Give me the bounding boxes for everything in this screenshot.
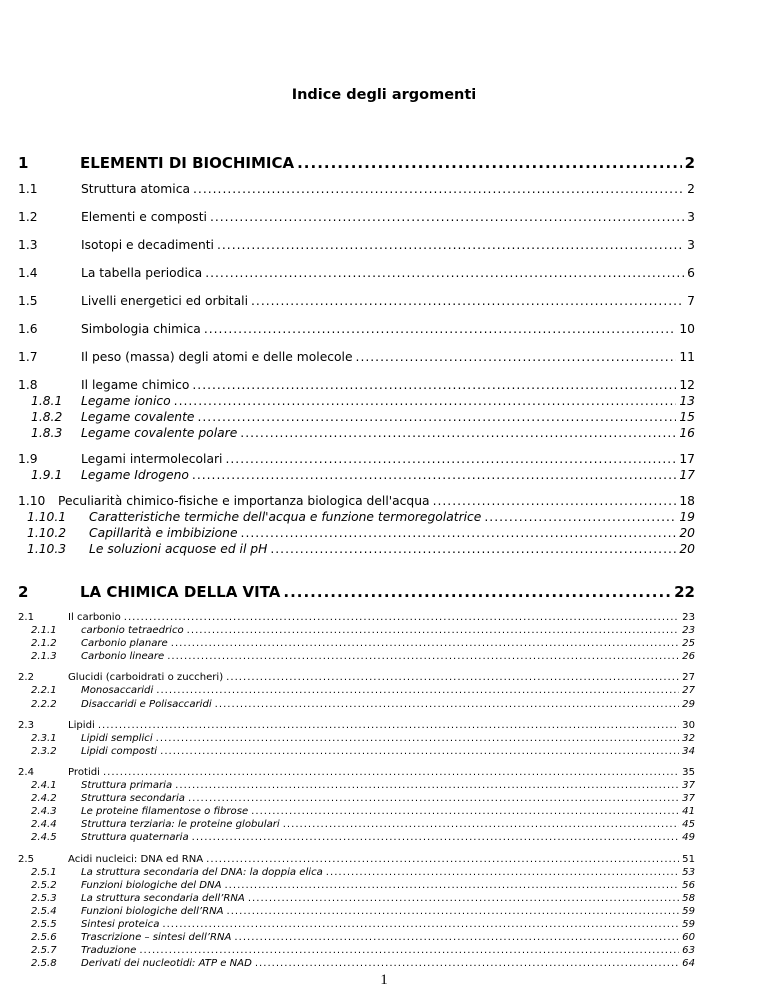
entry-page: 41 <box>682 806 695 817</box>
entry-number: 1.7 <box>18 350 38 364</box>
entry-page: 59 <box>682 919 695 930</box>
entry-page: 51 <box>682 854 695 865</box>
toc-entry[interactable] <box>18 854 695 865</box>
entry-number: 2.1.1 <box>31 625 57 636</box>
toc-chapter-2[interactable] <box>18 583 695 601</box>
dot-leader <box>192 468 676 482</box>
entry-title: Funzioni biologiche dell’RNA <box>81 906 224 917</box>
entry-title: Struttura terziaria: le proteine globulari <box>81 819 280 830</box>
toc-subentry[interactable] <box>18 410 695 424</box>
entry-title: Legame Idrogeno <box>81 468 189 482</box>
dot-leader <box>251 294 684 308</box>
entry-page: 29 <box>682 699 695 710</box>
entry-title: Glucidi (carboidrati o zuccheri) <box>68 672 224 683</box>
dot-leader <box>167 651 679 662</box>
dot-leader <box>156 685 679 696</box>
entry-number: 2.5.7 <box>31 945 57 956</box>
entry-title: Struttura primaria <box>81 780 173 791</box>
dot-leader <box>156 733 680 744</box>
entry-number: 2.4.1 <box>31 780 57 791</box>
entry-title: Caratteristiche termiche dell'acqua e funzione termoregolatrice <box>89 510 482 524</box>
entry-page: 53 <box>682 867 695 878</box>
entry-title: Le proteine filamentose o fibrose <box>81 806 249 817</box>
entry-page: 3 <box>687 238 695 252</box>
entry-page: 34 <box>682 746 695 757</box>
entry-page: 32 <box>682 733 695 744</box>
dot-leader <box>356 350 677 364</box>
dot-leader <box>98 720 679 731</box>
dot-leader <box>240 426 676 440</box>
toc-entry[interactable] <box>18 266 695 280</box>
toc-subentry[interactable] <box>18 919 695 930</box>
dot-leader <box>162 919 679 930</box>
entry-page: 2 <box>687 182 695 196</box>
toc-entry[interactable] <box>18 452 695 466</box>
entry-page: 26 <box>682 651 695 662</box>
entry-title: La tabella periodica <box>81 266 203 280</box>
toc-subentry[interactable] <box>18 806 695 817</box>
entry-page: 37 <box>682 780 695 791</box>
toc-entry[interactable] <box>18 672 695 683</box>
entry-page: 18 <box>679 494 695 508</box>
entry-number: 1.8.1 <box>31 394 63 408</box>
dot-leader <box>283 819 679 830</box>
dot-leader <box>205 266 684 280</box>
dot-leader <box>188 793 679 804</box>
entry-number: 2.4 <box>18 767 35 778</box>
entry-title: Disaccaridi e Polisaccaridi <box>81 699 212 710</box>
entry-page: 16 <box>679 426 695 440</box>
toc-subentry[interactable] <box>18 819 695 830</box>
toc-subentry[interactable] <box>18 880 695 891</box>
entry-title: Peculiarità chimico-fisiche e importanza biologica dell'acqua <box>58 494 430 508</box>
dot-leader <box>251 806 679 817</box>
entry-number: 1.10.1 <box>27 510 67 524</box>
dot-leader <box>192 378 676 392</box>
entry-page: 11 <box>679 350 695 364</box>
entry-title: Carbonio lineare <box>81 651 165 662</box>
entry-title: Il peso (massa) degli atomi e delle molecole <box>81 350 353 364</box>
entry-page: 19 <box>679 510 695 524</box>
entry-number: 2.5 <box>18 854 35 865</box>
entry-number: 1.4 <box>18 266 38 280</box>
entry-page: 27 <box>682 672 695 683</box>
chapter-number: 2 <box>18 583 29 601</box>
toc-subentry[interactable] <box>18 651 695 662</box>
toc-entry[interactable] <box>18 182 695 196</box>
entry-number: 1.10.2 <box>27 526 67 540</box>
toc-entry[interactable] <box>18 322 695 336</box>
dot-leader <box>297 154 681 172</box>
page-title: Indice degli argomenti <box>291 87 477 103</box>
entry-title: Lipidi <box>68 720 95 731</box>
chapter-number: 1 <box>18 154 29 172</box>
entry-title: Legame covalente <box>81 410 195 424</box>
entry-page: 7 <box>687 294 695 308</box>
entry-number: 1.6 <box>18 322 38 336</box>
entry-page: 58 <box>682 893 695 904</box>
entry-page: 59 <box>682 906 695 917</box>
toc-subentry[interactable] <box>18 699 695 710</box>
toc-entry[interactable] <box>18 720 695 731</box>
toc-subentry[interactable] <box>18 793 695 804</box>
toc-entry[interactable] <box>18 612 695 623</box>
entry-number: 2.2.2 <box>31 699 57 710</box>
entry-title: Il carbonio <box>68 612 121 623</box>
dot-leader <box>187 625 680 636</box>
entry-number: 1.9.1 <box>31 468 63 482</box>
entry-title: Capillarità e imbibizione <box>89 526 238 540</box>
entry-title: Lipidi composti <box>81 746 158 757</box>
entry-page: 45 <box>682 819 695 830</box>
dot-leader <box>215 699 680 710</box>
dot-leader <box>103 767 679 778</box>
toc-subentry[interactable] <box>18 426 695 440</box>
entry-number: 2.2.1 <box>31 685 57 696</box>
entry-page: 63 <box>682 945 695 956</box>
entry-title: Struttura atomica <box>81 182 190 196</box>
entry-page: 37 <box>682 793 695 804</box>
toc-subentry[interactable] <box>18 542 695 556</box>
dot-leader <box>241 526 677 540</box>
toc-entry[interactable] <box>18 238 695 252</box>
dot-leader <box>270 542 676 556</box>
toc-subentry[interactable] <box>18 867 695 878</box>
toc-entry[interactable] <box>18 494 695 508</box>
toc-subentry[interactable] <box>18 958 695 969</box>
entry-number: 2.1.3 <box>31 651 57 662</box>
entry-title: Isotopi e decadimenti <box>81 238 214 252</box>
entry-number: 1.9 <box>18 452 38 466</box>
entry-title: Legame covalente polare <box>81 426 238 440</box>
entry-title: Monosaccaridi <box>81 685 154 696</box>
entry-title: Traduzione <box>81 945 137 956</box>
dot-leader <box>234 932 679 943</box>
dot-leader <box>255 958 679 969</box>
toc-subentry[interactable] <box>18 468 695 482</box>
entry-number: 2.4.2 <box>31 793 57 804</box>
toc-entry[interactable] <box>18 378 695 392</box>
dot-leader <box>192 832 680 843</box>
toc-subentry[interactable] <box>18 394 695 408</box>
entry-number: 2.5.8 <box>31 958 57 969</box>
toc-subentry[interactable] <box>18 932 695 943</box>
entry-number: 2.3 <box>18 720 35 731</box>
entry-number: 2.1.2 <box>31 638 57 649</box>
toc-entry[interactable] <box>18 767 695 778</box>
entry-page: 17 <box>679 452 695 466</box>
entry-page: 10 <box>679 322 695 336</box>
dot-leader <box>193 182 684 196</box>
dot-leader <box>283 583 671 601</box>
entry-number: 1.10 <box>18 494 46 508</box>
toc-subentry[interactable] <box>18 832 695 843</box>
toc-subentry[interactable] <box>18 625 695 636</box>
dot-leader <box>217 238 684 252</box>
footer-page-number: 1 <box>380 972 388 988</box>
dot-leader <box>175 780 679 791</box>
entry-number: 2.4.4 <box>31 819 57 830</box>
toc-entry[interactable] <box>18 350 695 364</box>
entry-number: 2.5.5 <box>31 919 57 930</box>
entry-number: 1.8.2 <box>31 410 63 424</box>
toc-entry[interactable] <box>18 294 695 308</box>
entry-page: 56 <box>682 880 695 891</box>
entry-number: 2.4.5 <box>31 832 57 843</box>
dot-leader <box>139 945 679 956</box>
entry-title: Derivati dei nucleotidi: ATP e NAD <box>81 958 252 969</box>
entry-number: 1.1 <box>18 182 38 196</box>
dot-leader <box>484 510 676 524</box>
entry-title: Simbologia chimica <box>81 322 201 336</box>
entry-number: 1.8 <box>18 378 38 392</box>
toc-subentry[interactable] <box>18 733 695 744</box>
chapter-page: 22 <box>674 583 695 601</box>
dot-leader <box>433 494 677 508</box>
entry-number: 2.5.3 <box>31 893 57 904</box>
entry-title: Legami intermolecolari <box>81 452 223 466</box>
entry-number: 2.5.2 <box>31 880 57 891</box>
entry-number: 1.2 <box>18 210 38 224</box>
entry-page: 23 <box>682 612 695 623</box>
entry-title: Struttura quaternaria <box>81 832 189 843</box>
entry-title: Protidi <box>68 767 100 778</box>
toc-entry[interactable] <box>18 210 695 224</box>
entry-page: 20 <box>679 542 695 556</box>
entry-title: Le soluzioni acquose ed il pH <box>89 542 268 556</box>
entry-title: La struttura secondaria dell’RNA <box>81 893 245 904</box>
entry-title: Trascrizione – sintesi dell’RNA <box>81 932 232 943</box>
dot-leader <box>224 880 679 891</box>
toc-subentry[interactable] <box>18 893 695 904</box>
entry-page: 64 <box>682 958 695 969</box>
entry-title: Legame ionico <box>81 394 171 408</box>
chapter-title: ELEMENTI DI BIOCHIMICA <box>80 154 295 172</box>
entry-number: 2.5.4 <box>31 906 57 917</box>
chapter-title: LA CHIMICA DELLA VITA <box>80 583 281 601</box>
dot-leader <box>171 638 679 649</box>
entry-page: 13 <box>679 394 695 408</box>
entry-page: 6 <box>687 266 695 280</box>
entry-page: 25 <box>682 638 695 649</box>
entry-page: 60 <box>682 932 695 943</box>
entry-title: Il legame chimico <box>81 378 190 392</box>
entry-title: Carbonio planare <box>81 638 168 649</box>
entry-title: Funzioni biologiche del DNA <box>81 880 222 891</box>
dot-leader <box>174 394 677 408</box>
toc-subentry[interactable] <box>18 906 695 917</box>
entry-page: 12 <box>679 378 695 392</box>
toc-subentry[interactable] <box>18 780 695 791</box>
entry-page: 3 <box>687 210 695 224</box>
entry-title: Struttura secondaria <box>81 793 185 804</box>
entry-number: 1.8.3 <box>31 426 63 440</box>
dot-leader <box>210 210 684 224</box>
entry-number: 2.2 <box>18 672 35 683</box>
entry-number: 2.3.2 <box>31 746 57 757</box>
toc-subentry[interactable] <box>18 510 695 524</box>
entry-page: 23 <box>682 625 695 636</box>
entry-page: 30 <box>682 720 695 731</box>
entry-title: Livelli energetici ed orbitali <box>81 294 248 308</box>
toc-subentry[interactable] <box>18 638 695 649</box>
dot-leader <box>204 322 677 336</box>
dot-leader <box>226 672 679 683</box>
entry-page: 27 <box>682 685 695 696</box>
dot-leader <box>160 746 679 757</box>
toc-subentry[interactable] <box>18 945 695 956</box>
entry-title: carbonio tetraedrico <box>81 625 184 636</box>
entry-page: 17 <box>679 468 695 482</box>
dot-leader <box>326 867 679 878</box>
entry-number: 2.3.1 <box>31 733 57 744</box>
entry-title: Sintesi proteica <box>81 919 160 930</box>
entry-title: Lipidi semplici <box>81 733 153 744</box>
entry-page: 49 <box>682 832 695 843</box>
entry-title: Elementi e composti <box>81 210 207 224</box>
dot-leader <box>225 452 676 466</box>
entry-number: 2.5.6 <box>31 932 57 943</box>
entry-title: Acidi nucleici: DNA ed RNA <box>68 854 204 865</box>
dot-leader <box>206 854 679 865</box>
entry-page: 35 <box>682 767 695 778</box>
toc-subentry[interactable] <box>18 746 695 757</box>
entry-number: 2.5.1 <box>31 867 57 878</box>
entry-number: 1.10.3 <box>27 542 67 556</box>
dot-leader <box>124 612 679 623</box>
toc-subentry[interactable] <box>18 526 695 540</box>
entry-title: La struttura secondaria del DNA: la doppia elica <box>81 867 323 878</box>
dot-leader <box>248 893 679 904</box>
entry-page: 20 <box>679 526 695 540</box>
toc-chapter-1[interactable] <box>18 154 695 172</box>
dot-leader <box>197 410 676 424</box>
entry-page: 15 <box>679 410 695 424</box>
toc-subentry[interactable] <box>18 685 695 696</box>
chapter-page: 2 <box>684 154 695 172</box>
entry-number: 1.5 <box>18 294 38 308</box>
dot-leader <box>227 906 680 917</box>
entry-number: 2.1 <box>18 612 35 623</box>
entry-number: 1.3 <box>18 238 38 252</box>
entry-number: 2.4.3 <box>31 806 57 817</box>
